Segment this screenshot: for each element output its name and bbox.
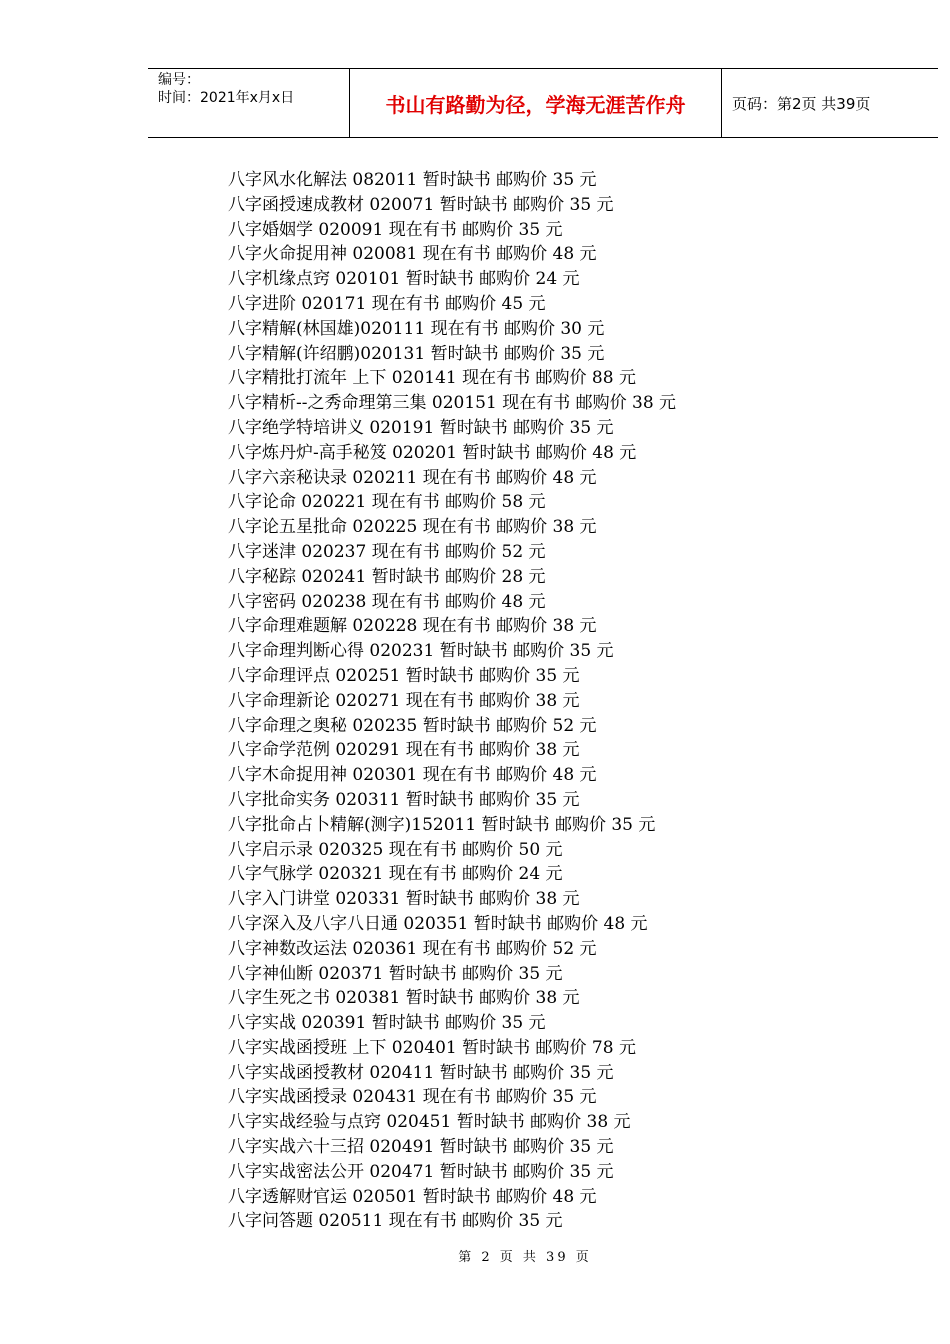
number-label: 编号：: [158, 72, 200, 88]
footer-page-number: 第 2 页 共 39 页: [458, 1250, 592, 1265]
list-item: 八字透解财官运 020501 暂时缺书 邮购价 48 元: [228, 1186, 597, 1207]
list-item: 八字绝学特培讲义 020191 暂时缺书 邮购价 35 元: [228, 417, 614, 438]
list-item: 八字函授速成教材 020071 暂时缺书 邮购价 35 元: [228, 194, 614, 215]
list-item: 八字进阶 020171 现在有书 邮购价 45 元: [228, 293, 546, 314]
list-item: 八字木命捉用神 020301 现在有书 邮购价 48 元: [228, 765, 597, 786]
header-motto: 书山有路勤为径，学海无涯苦作舟: [349, 69, 722, 137]
list-item: 八字神数改运法 020361 现在有书 邮购价 52 元: [228, 938, 597, 959]
list-item: 八字入门讲堂 020331 暂时缺书 邮购价 38 元: [228, 889, 580, 910]
list-item: 八字婚姻学 020091 现在有书 邮购价 35 元: [228, 219, 563, 240]
list-item: 八字命理评点 020251 暂时缺书 邮购价 35 元: [228, 665, 580, 686]
list-item: 八字深入及八字八日通 020351 暂时缺书 邮购价 48 元: [228, 913, 648, 934]
page-header: [148, 68, 938, 138]
list-item: 八字风水化解法 082011 暂时缺书 邮购价 35 元: [228, 170, 597, 190]
list-item: 八字实战六十三招 020491 暂时缺书 邮购价 35 元: [228, 1137, 614, 1158]
page-footer: [0, 1246, 950, 1265]
list-item: 八字精解(林国雄)020111 现在有书 邮购价 30 元: [228, 318, 605, 339]
list-item: 八字火命捉用神 020081 现在有书 邮购价 48 元: [228, 244, 597, 265]
list-item: 八字六亲秘诀录 020211 现在有书 邮购价 48 元: [228, 467, 597, 488]
list-item: 八字秘踪 020241 暂时缺书 邮购价 28 元: [228, 566, 546, 587]
list-item: 八字实战经验与点窍 020451 暂时缺书 邮购价 38 元: [228, 1112, 631, 1133]
time-label: 时间：2021年x月x日: [158, 90, 295, 106]
list-item: 八字论五星批命 020225 现在有书 邮购价 38 元: [228, 517, 597, 538]
header-meta: [148, 69, 349, 137]
list-item: 八字实战函授教材 020411 暂时缺书 邮购价 35 元: [228, 1062, 614, 1083]
list-item: 八字密码 020238 现在有书 邮购价 48 元: [228, 591, 546, 612]
list-item: 八字炼丹炉-高手秘笈 020201 暂时缺书 邮购价 48 元: [228, 442, 637, 463]
list-item: 八字精解(许绍鹏)020131 暂时缺书 邮购价 35 元: [228, 343, 605, 364]
list-item: 八字批命实务 020311 暂时缺书 邮购价 35 元: [228, 789, 580, 810]
header-page-info: 页码：第2页 共39页: [732, 94, 871, 113]
list-item: 八字命理之奥秘 020235 暂时缺书 邮购价 52 元: [228, 715, 597, 736]
list-item: 八字命理判断心得 020231 暂时缺书 邮购价 35 元: [228, 641, 614, 662]
list-item: 八字批命占卜精解(测字)152011 暂时缺书 邮购价 35 元: [228, 814, 656, 835]
list-item: 八字机缘点窍 020101 暂时缺书 邮购价 24 元: [228, 269, 580, 290]
list-item: 八字实战 020391 暂时缺书 邮购价 35 元: [228, 1013, 546, 1034]
list-item: 八字实战函授班 上下 020401 暂时缺书 邮购价 78 元: [228, 1037, 636, 1058]
list-item: 八字精批打流年 上下 020141 现在有书 邮购价 88 元: [228, 368, 636, 389]
list-item: 八字问答题 020511 现在有书 邮购价 35 元: [228, 1211, 563, 1232]
list-item: 八字精析--之秀命理第三集 020151 现在有书 邮购价 38 元: [228, 393, 677, 414]
list-item: 八字启示录 020325 现在有书 邮购价 50 元: [228, 839, 563, 860]
list-item: 八字命理难题解 020228 现在有书 邮购价 38 元: [228, 616, 597, 637]
list-item: 八字生死之书 020381 暂时缺书 邮购价 38 元: [228, 988, 580, 1009]
list-item: 八字迷津 020237 现在有书 邮购价 52 元: [228, 541, 546, 562]
list-item: 八字气脉学 020321 现在有书 邮购价 24 元: [228, 864, 563, 885]
list-item: 八字神仙断 020371 暂时缺书 邮购价 35 元: [228, 963, 563, 984]
list-item: 八字实战函授录 020431 现在有书 邮购价 35 元: [228, 1087, 597, 1108]
list-item: 八字命理新论 020271 现在有书 邮购价 38 元: [228, 690, 580, 711]
list-item: 八字命学范例 020291 现在有书 邮购价 38 元: [228, 740, 580, 761]
book-list: [228, 168, 828, 1234]
list-item: 八字实战密法公开 020471 暂时缺书 邮购价 35 元: [228, 1161, 614, 1182]
list-item: 八字论命 020221 现在有书 邮购价 58 元: [228, 492, 546, 513]
